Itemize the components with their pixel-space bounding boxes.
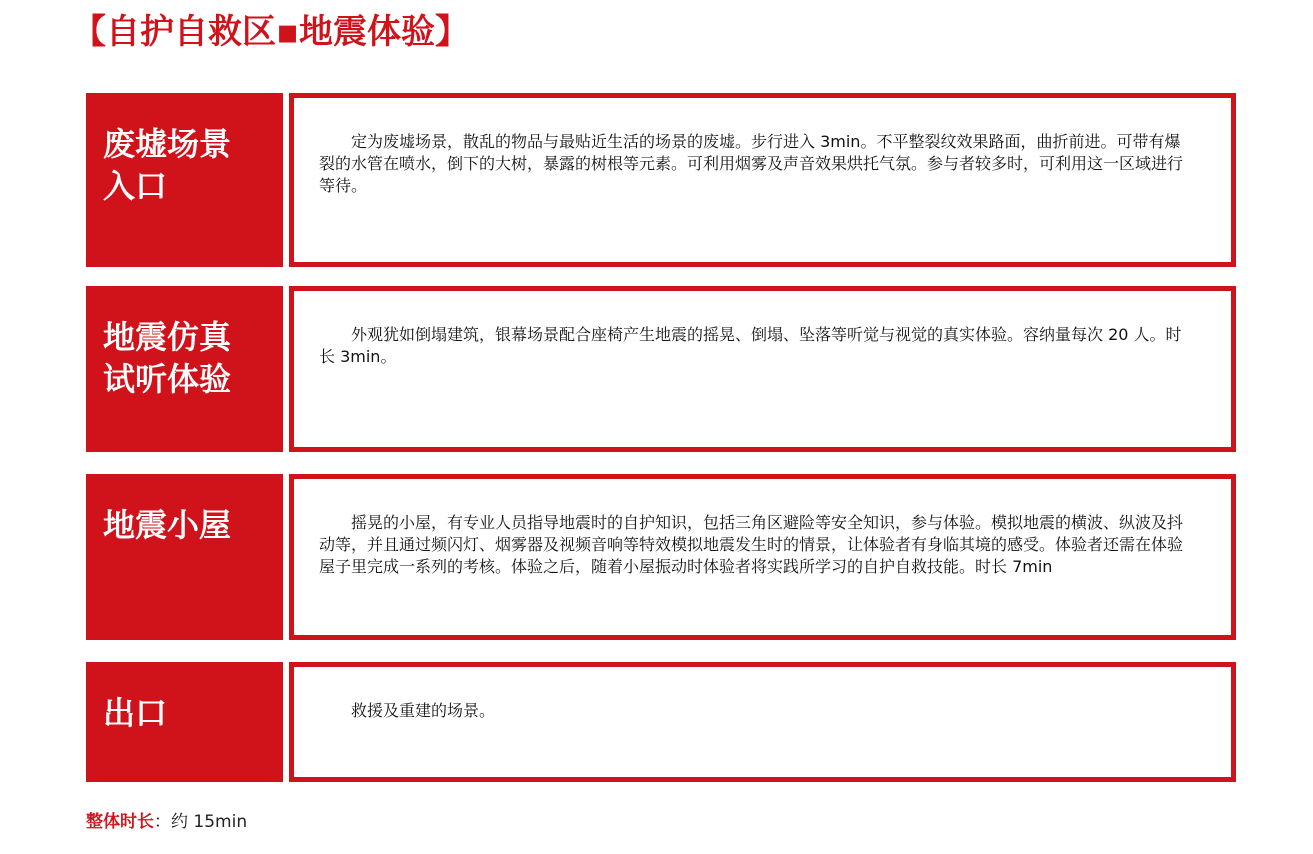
section-label-line: 出口 (103, 694, 168, 732)
section-description-box (289, 474, 1236, 640)
section-earthquake-simulation (86, 286, 1236, 452)
section-label (86, 474, 283, 640)
page-title: 【自护自救区▪地震体验】 (72, 12, 470, 52)
section-label-line: 废墟场景 (103, 125, 232, 163)
section-description: 摇晃的小屋，有专业人员指导地震时的自护知识，包括三角区避险等安全知识，参与体验。模拟地震的横波、纵波及抖动等，并且通过频闪灯、烟雾器及视频音响等特效模拟地震发生时的情景，让体验者有身临其境的感受。体验者还需在体验屋子里完成一系列的考核。体验之后，随着小屋振动时体验者将实践所学习的自护自救技能。时长 7min (319, 513, 1184, 576)
total-duration (86, 807, 247, 832)
section-label-line: 试听体验 (103, 360, 232, 398)
section-label (86, 286, 283, 452)
section-label-line: 地震小屋 (103, 506, 232, 544)
section-description: 外观犹如倒塌建筑，银幕场景配合座椅产生地震的摇晃、倒塌、坠落等听觉与视觉的真实体验。容纳量每次 20 人。时长 3min。 (319, 325, 1182, 366)
total-duration-separator: ： (154, 812, 171, 832)
section-description: 定为废墟场景，散乱的物品与最贴近生活的场景的废墟。步行进入 3min。不平整裂纹效果路面，曲折前进。可带有爆裂的水管在喷水，倒下的大树，暴露的树根等元素。可利用烟雾及声音效果烘托气氛。参与者较多时，可利用这一区域进行等待。 (319, 132, 1184, 195)
section-label (86, 662, 283, 782)
section-label (86, 93, 283, 267)
section-earthquake-house (86, 474, 1236, 640)
total-duration-label: 整体时长 (86, 812, 154, 832)
section-exit (86, 662, 1236, 782)
section-description-box (289, 286, 1236, 452)
total-duration-value: 约 15min (171, 812, 248, 832)
section-description: 救援及重建的场景。 (351, 701, 496, 720)
section-description-box (289, 662, 1236, 782)
section-ruins-entrance (86, 93, 1236, 267)
section-label-line: 地震仿真 (103, 318, 232, 356)
section-description-box (289, 93, 1236, 267)
section-label-line: 入口 (103, 167, 168, 205)
